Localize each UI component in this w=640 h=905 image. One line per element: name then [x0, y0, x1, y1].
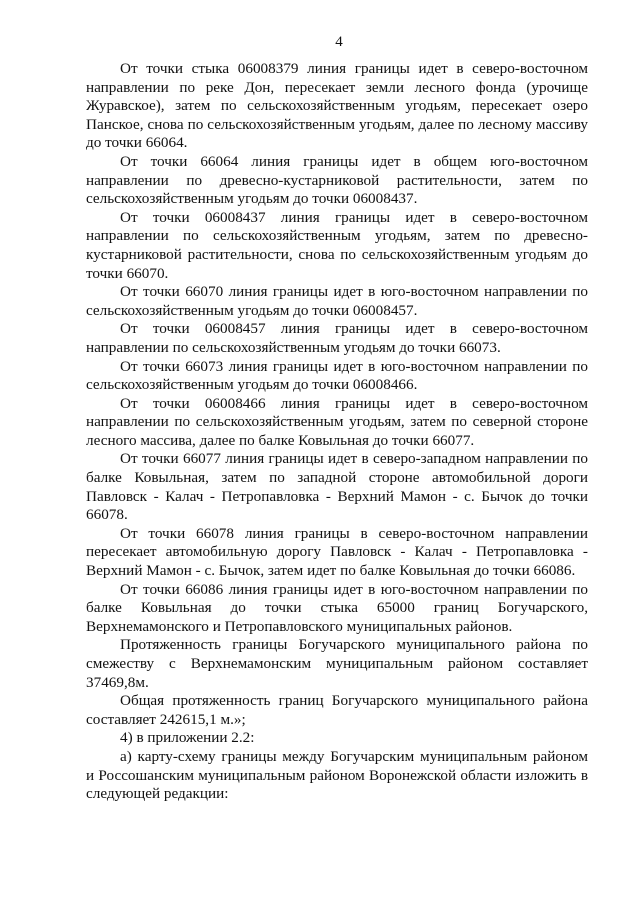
paragraph-item-4-appendix: 4) в приложении 2.2: — [120, 729, 255, 747]
paragraph-point-66078: От точки 66078 линия границы в северо-восточном направлении пересекает автомобильную дорогу Павловск - Калач - Петропавловка - Верхний Мамон - с. Бычок, затем идет по балке Ковыльная до точки 66086. — [86, 524, 588, 580]
page-number: 4 — [335, 34, 343, 50]
paragraph-point-66064: От точки 66064 линия границы идет в общем юго-восточном направлении по древесно-кустарниковой растительности, затем по сельскохозяйственным угодьям до точки 06008437. — [86, 152, 588, 208]
paragraph-point-06008379: От точки стыка 06008379 линия границы идет в северо-восточном направлении по реке Дон, пересекает земли лесного фонда (урочище Журавское), затем по сельскохозяйственным угодьям, пересекает озеро Панское, снова по сельскохозяйственным угодьям, далее по лесному массиву до точки 66064. — [86, 60, 588, 152]
paragraph-total-border-length: Общая протяженность границ Богучарского муниципального района составляет 242615,1 м.»; — [86, 692, 588, 728]
paragraph-point-66086: От точки 66086 линия границы идет в юго-восточном направлении по балке Ковыльная до точки стыка 65000 границ Богучарского, Верхнемамонского и Петропавловского муниципальных районов. — [86, 580, 588, 635]
paragraph-point-66073: От точки 66073 линия границы идет в юго-восточном направлении по сельскохозяйственным угодьям до точки 06008466. — [86, 357, 588, 394]
paragraph-border-length-verkhnemamonsky: Протяженность границы Богучарского муниципального района по смежеству с Верхнемамонским муниципальным районом составляет 37469,8м. — [86, 636, 588, 691]
paragraph-item-a-map-scheme: а) карту-схему границы между Богучарским муниципальным районом и Россошанским муниципальным районом Воронежской области изложить в следующей редакции: — [86, 747, 588, 803]
paragraph-point-66077: От точки 66077 линия границы идет в северо-западном направлении по балке Ковыльная, затем по западной стороне автомобильной дороги Павловск - Калач - Петропавловка - Верхний Мамон - с. Бычок до точки 66078. — [86, 450, 588, 524]
paragraph-point-06008457: От точки 06008457 линия границы идет в северо-восточном направлении по сельскохозяйственным угодьям до точки 66073. — [86, 320, 588, 356]
paragraph-point-06008437: От точки 06008437 линия границы идет в северо-восточном направлении по сельскохозяйственным угодьям, затем по древесно-кустарниковой растительности, снова по сельскохозяйственным угодьям до точки 66070. — [86, 208, 588, 282]
paragraph-point-66070: От точки 66070 линия границы идет в юго-восточном направлении по сельскохозяйственным угодьям до точки 06008457. — [86, 283, 588, 319]
paragraph-point-06008466: От точки 06008466 линия границы идет в северо-восточном направлении по сельскохозяйственным угодьям, затем по северной стороне лесного массива, далее по балке Ковыльная до точки 66077. — [86, 394, 588, 449]
